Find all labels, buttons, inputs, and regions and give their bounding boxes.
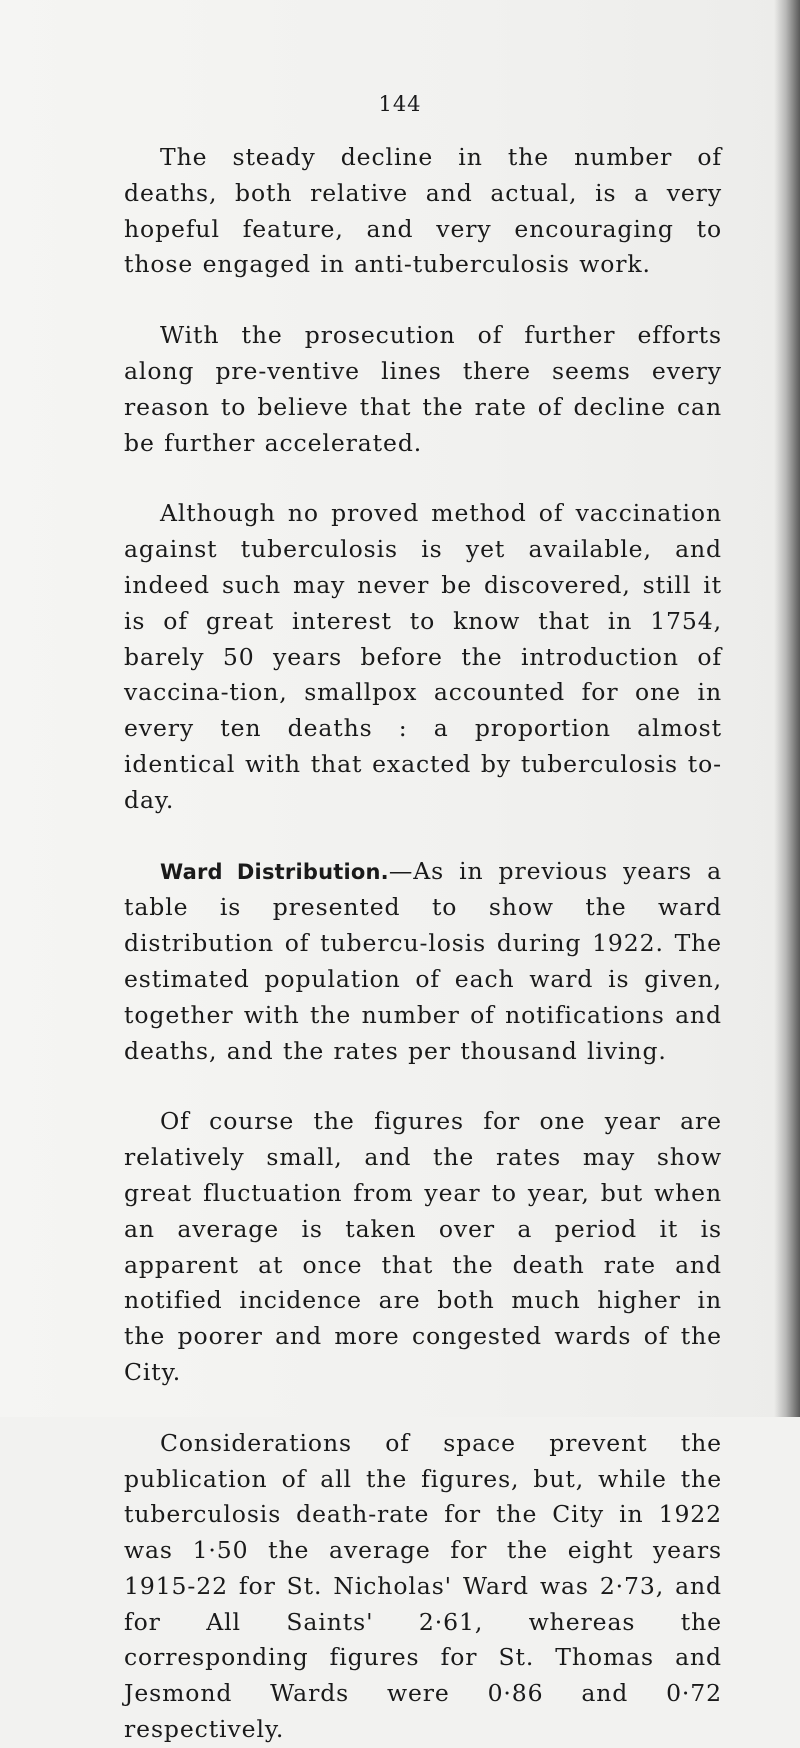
- paragraph-ward-figures: Considerations of space prevent the publication of all the figures, but, while the tuberculosis death-rate for the City in 1922 was 1·50 the average for the eight years 1915-22 for St. Nicholas' Ward was 2·73, and for All Saints' 2·61, whereas the corresponding figures for St. Thomas and Jesmond Wards were 0·86 and 0·72 respectively.: [124, 1428, 722, 1744]
- page-edge-shadow: [774, 0, 800, 1417]
- body-text: [124, 140, 722, 1748]
- page-number: 144: [378, 92, 422, 116]
- paragraph-ward-distribution: [124, 854, 722, 1070]
- section-heading-ward-distribution: Ward Distribution.: [160, 859, 389, 884]
- ward-distribution-text: —As in previous years a table is presented to show the ward distribution of tubercu-losis during 1922. The estimated population of each ward is given, together with the number of notifications and deaths, and the rates per thousand living.: [124, 856, 722, 1065]
- paragraph-rate-fluctuation: Of course the figures for one year are relatively small, and the rates may show great fluctuation from year to year, but when an average is taken over a period it is apparent at once that the death rate and notified incidence are both much higher in the poorer and more congested wards of the City.: [124, 1107, 722, 1386]
- paragraph-deaths-decline: The steady decline in the number of deaths, both relative and actual, is a very hopeful feature, and very encouraging to those engaged in anti-tuberculosis work.: [124, 143, 722, 279]
- paragraph-preventive-efforts: With the prosecution of further efforts along pre-ventive lines there seems every reason to believe that the rate of decline can be further accelerated.: [124, 321, 722, 457]
- paragraph-vaccination: Although no proved method of vaccination against tuberculosis is yet available, and indeed such may never be discovered, still it is of great interest to know that in 1754, barely 50 years before the introduction of vaccina-tion, smallpox accounted for one in every ten deaths : a proportion almost identical with that exacted by tuberculosis to-day.: [124, 499, 722, 814]
